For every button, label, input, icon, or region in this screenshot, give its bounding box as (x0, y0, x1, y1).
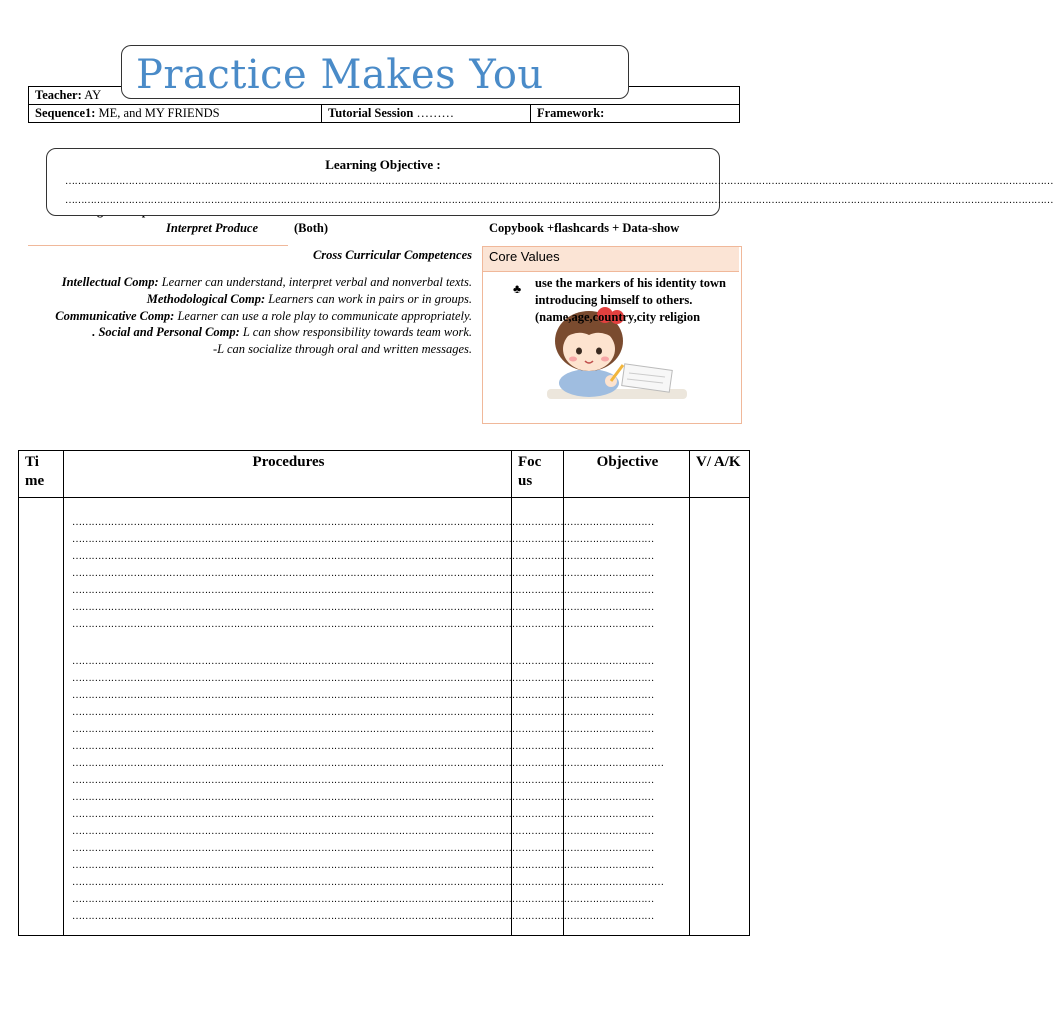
dotted-line: ……………………………………………………………………………………………………………………………………………………………… (72, 707, 655, 718)
dotted-line: ……………………………………………………………………………………………………………………………………………………………… (72, 860, 655, 871)
dotted-line: ……………………………………………………………………………………………………………………………………………………………… (72, 775, 655, 786)
core-values-box (482, 246, 742, 424)
competence-item (30, 308, 472, 325)
dotted-line: ……………………………………………………………………………………………………………………………………………………………… (72, 724, 655, 735)
table-row (19, 498, 750, 936)
core-values-heading: Core Values (483, 247, 739, 272)
procedures-table (18, 450, 750, 936)
cross-curricular-heading: Cross Curricular Competences (312, 248, 472, 262)
competence-item (30, 324, 472, 341)
sequence-cell (29, 105, 322, 123)
competence-text: Learners can work in pairs or in groups. (265, 291, 472, 306)
interpret-produce-text: Interpret Produce (166, 221, 259, 235)
tutorial-cell (322, 105, 531, 123)
objective-header: Objective (564, 451, 690, 498)
objective-dotted-line: …………………………………………………………………………………………………………………………………………………………………………………………………………………………………………………………………………………… (65, 176, 1053, 187)
focus-header: Foc us (512, 451, 564, 498)
table-header-row (19, 451, 750, 498)
dotted-line: ……………………………………………………………………………………………………………………………………………………………… (72, 656, 655, 667)
dotted-line: ……………………………………………………………………………………………………………………………………………………………… (72, 619, 655, 630)
title-banner (121, 45, 629, 99)
sequence-value: ME, and MY FRIENDS (98, 106, 220, 120)
tutorial-label: Tutorial Session (328, 106, 414, 120)
dotted-line: ………………………………………………………………………………………………………………………………………………………………… (72, 758, 664, 769)
competence-item (30, 291, 472, 308)
dotted-line: ……………………………………………………………………………………………………………………………………………………………… (72, 585, 655, 596)
competences-list (30, 274, 472, 358)
competence-text: L can show responsibility towards team work. (239, 325, 472, 340)
competence-text: Learner can use a role play to communicate appropriately. (174, 308, 472, 323)
dotted-line: ……………………………………………………………………………………………………………………………………………………………… (72, 534, 655, 545)
orange-divider (28, 245, 288, 246)
framework-label: Framework: (537, 106, 605, 120)
competence-label: Methodological Comp: (146, 291, 266, 306)
time-cell (19, 498, 64, 936)
dotted-line: ……………………………………………………………………………………………………………………………………………………………… (72, 741, 655, 752)
teacher-value: AY (84, 88, 102, 102)
dotted-line: ……………………………………………………………………………………………………………………………………………………………… (72, 517, 655, 528)
both-text: (Both) (294, 221, 329, 235)
competence-label: . Social and Personal Comp: (92, 325, 240, 340)
dotted-line: ……………………………………………………………………………………………………………………………………………………………… (72, 673, 655, 684)
sequence-label: Sequence1: (35, 106, 96, 120)
competence-text: -L can socialize through oral and written messages. (212, 342, 472, 357)
competence-item (30, 341, 472, 358)
dotted-line: ……………………………………………………………………………………………………………………………………………………………… (72, 911, 655, 922)
spacer (72, 633, 511, 653)
vak-header: V/ A/K (690, 451, 750, 498)
competence-label: Intellectual Comp: (61, 275, 159, 289)
competence-item (30, 274, 472, 291)
dotted-line: ……………………………………………………………………………………………………………………………………………………………… (72, 894, 655, 905)
dotted-line: ………………………………………………………………………………………………………………………………………………………………… (72, 877, 664, 888)
learning-objective-box (46, 148, 1053, 216)
learning-objective-title: Learning Objective : (325, 157, 441, 172)
competence-text: Learner can understand, interpret verbal and nonverbal texts. (158, 275, 472, 289)
vak-cell (690, 498, 750, 936)
procedures-header: Procedures (64, 451, 512, 498)
framework-cell (531, 105, 740, 123)
dotted-line: ……………………………………………………………………………………………………………………………………………………………… (72, 568, 655, 579)
club-bullet-icon: ♣ (513, 282, 522, 296)
tutorial-value: ……… (416, 106, 454, 120)
teacher-label: Teacher: (35, 88, 82, 102)
banner-title: Practice Makes You (136, 52, 544, 98)
dotted-line: ……………………………………………………………………………………………………………………………………………………………… (72, 792, 655, 803)
dotted-line: ……………………………………………………………………………………………………………………………………………………………… (72, 843, 655, 854)
dotted-line: ……………………………………………………………………………………………………………………………………………………………… (72, 602, 655, 613)
dotted-line: ……………………………………………………………………………………………………………………………………………………………… (72, 826, 655, 837)
dotted-line: ……………………………………………………………………………………………………………………………………………………………… (72, 809, 655, 820)
core-values-text: use the markers of his identity town introducing himself to others. (name,age,country,city religion (535, 276, 726, 324)
objective-dotted-line: …………………………………………………………………………………………………………………………………………………………………………………………………………………………………………………………………………………… (65, 195, 1053, 206)
dotted-line: ……………………………………………………………………………………………………………………………………………………………… (72, 690, 655, 701)
dotted-line: ……………………………………………………………………………………………………………………………………………………………… (72, 551, 655, 562)
time-header: Ti me (19, 451, 64, 498)
procedures-cell (64, 498, 664, 936)
competence-label: Communicative Comp: (55, 308, 175, 323)
copybook-text: Copybook +flashcards + Data-show (489, 221, 680, 235)
